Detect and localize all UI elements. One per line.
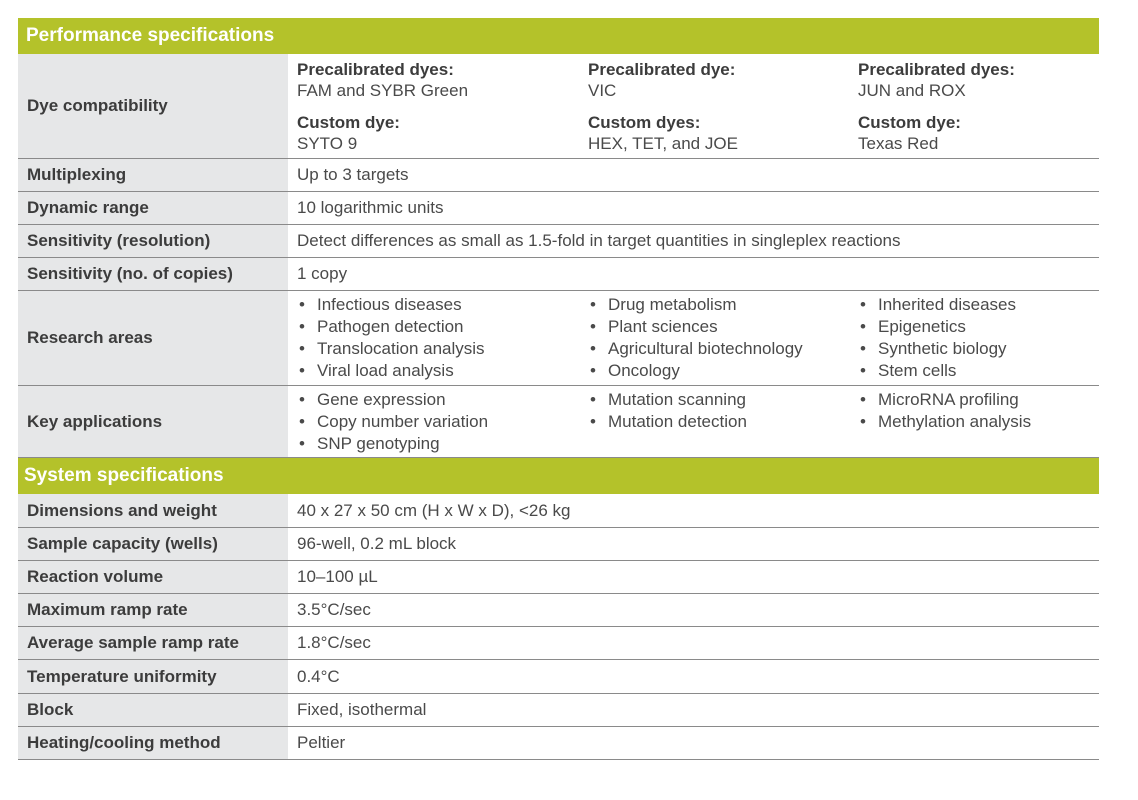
block-row — [18, 694, 1099, 727]
row-label: Maximum ramp rate — [18, 594, 288, 626]
list-item: • Copy number variation — [297, 411, 588, 433]
row-label: Sensitivity (no. of copies) — [18, 258, 288, 290]
sample-capacity-row — [18, 528, 1099, 561]
list-item: • Plant sciences — [588, 316, 858, 338]
heating-cooling-row — [18, 727, 1099, 760]
key-applications-value — [288, 386, 1099, 457]
list-item: • Viral load analysis — [297, 360, 588, 382]
list-item: • SNP genotyping — [297, 433, 588, 455]
system-section-header — [18, 458, 1099, 494]
key-applications-row — [18, 386, 1099, 458]
precalibrated-title: Precalibrated dye: — [588, 59, 736, 79]
row-label: Temperature uniformity — [18, 660, 288, 693]
row-label: Sensitivity (resolution) — [18, 225, 288, 257]
dye-compatibility-row — [18, 54, 1099, 159]
row-value: 10 logarithmic units — [297, 198, 444, 217]
list-item: • Mutation scanning — [588, 389, 858, 411]
sensitivity-copies-row — [18, 258, 1099, 291]
row-label: Heating/cooling method — [18, 727, 288, 759]
custom-value: SYTO 9 — [297, 133, 358, 153]
row-label: Block — [18, 694, 288, 726]
dimensions-weight-row — [18, 494, 1099, 528]
temperature-uniformity-row — [18, 660, 1099, 694]
row-value: 3.5°C/sec — [297, 600, 371, 619]
performance-section-header — [18, 18, 1099, 54]
custom-title: Custom dyes: — [588, 112, 701, 132]
row-value: 1.8°C/sec — [297, 633, 371, 652]
precalibrated-title: Precalibrated dyes: — [297, 59, 454, 79]
row-value: 40 x 27 x 50 cm (H x W x D), <26 kg — [297, 500, 571, 520]
custom-value: HEX, TET, and JOE — [588, 133, 738, 153]
list-item: • Drug metabolism — [588, 294, 858, 316]
avg-ramp-rate-row — [18, 627, 1099, 660]
row-label: Key applications — [18, 386, 288, 457]
list-item: • Mutation detection — [588, 411, 858, 433]
row-value: 96-well, 0.2 mL block — [297, 534, 457, 553]
dye-compatibility-value — [288, 54, 1099, 158]
reaction-volume-row — [18, 561, 1099, 594]
precalibrated-value: JUN and ROX — [858, 80, 966, 100]
bullet-list — [858, 294, 1099, 382]
precalibrated-value: VIC — [588, 80, 617, 100]
bullet-list — [588, 294, 858, 382]
row-value: Peltier — [297, 733, 346, 752]
row-value: Up to 3 targets — [297, 165, 409, 184]
multiplexing-row — [18, 159, 1099, 192]
bullet-list — [297, 294, 588, 382]
list-item: • Methylation analysis — [858, 411, 1099, 433]
list-item: • Epigenetics — [858, 316, 1099, 338]
list-item: • MicroRNA profiling — [858, 389, 1099, 411]
custom-title: Custom dye: — [297, 112, 400, 132]
row-label: Reaction volume — [18, 561, 288, 593]
bullet-list — [297, 389, 588, 455]
bullet-list — [588, 389, 858, 455]
list-item: • Synthetic biology — [858, 338, 1099, 360]
system-section-title: System specifications — [24, 465, 224, 486]
list-item: • Inherited diseases — [858, 294, 1099, 316]
dye-column — [297, 59, 588, 154]
row-label: Average sample ramp rate — [18, 627, 288, 659]
list-item: • Infectious diseases — [297, 294, 588, 316]
row-label: Sample capacity (wells) — [18, 528, 288, 560]
dye-column — [858, 59, 1099, 154]
research-areas-row — [18, 291, 1099, 386]
max-ramp-rate-row — [18, 594, 1099, 627]
row-value: 0.4°C — [297, 666, 340, 686]
list-item: • Stem cells — [858, 360, 1099, 382]
row-value: 10–100 µL — [297, 567, 378, 586]
row-label: Dimensions and weight — [18, 494, 288, 527]
row-label: Dye compatibility — [18, 54, 288, 158]
custom-value: Texas Red — [858, 133, 939, 153]
list-item: • Oncology — [588, 360, 858, 382]
list-item: • Pathogen detection — [297, 316, 588, 338]
precalibrated-value: FAM and SYBR Green — [297, 80, 469, 100]
dynamic-range-row — [18, 192, 1099, 225]
row-value: 1 copy — [297, 264, 348, 283]
row-value: Fixed, isothermal — [297, 700, 427, 719]
list-item: • Gene expression — [297, 389, 588, 411]
custom-title: Custom dye: — [858, 112, 961, 132]
dye-column — [588, 59, 858, 154]
performance-section-title: Performance specifications — [26, 25, 275, 46]
spec-sheet — [18, 18, 1099, 760]
bullet-list — [858, 389, 1099, 455]
research-areas-value — [288, 291, 1099, 385]
row-value: Detect differences as small as 1.5-fold in target quantities in singleplex reactions — [297, 231, 901, 250]
row-label: Multiplexing — [18, 159, 288, 191]
list-item: • Translocation analysis — [297, 338, 588, 360]
list-item: • Agricultural biotechnology — [588, 338, 858, 360]
row-label: Research areas — [18, 291, 288, 385]
precalibrated-title: Precalibrated dyes: — [858, 59, 1015, 79]
row-label: Dynamic range — [18, 192, 288, 224]
sensitivity-resolution-row — [18, 225, 1099, 258]
